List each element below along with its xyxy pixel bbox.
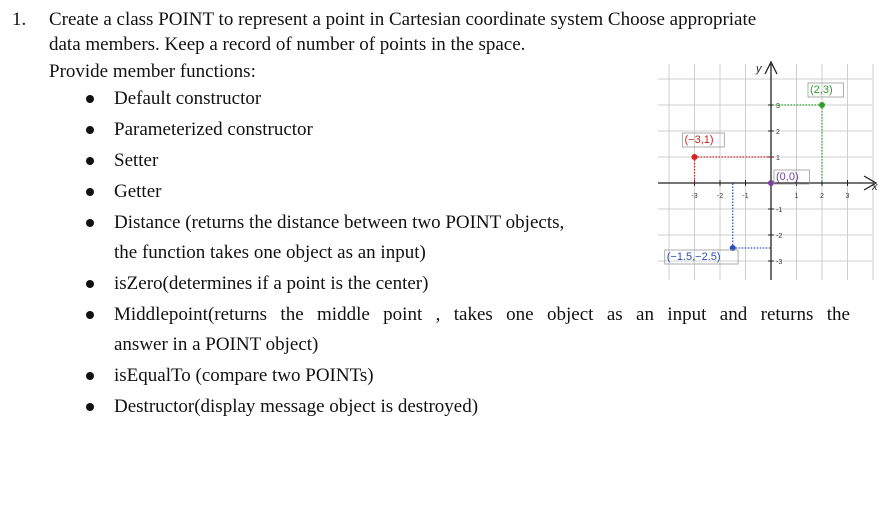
question-text-line-3: Provide member functions: [49, 61, 256, 82]
coordinate-plane-diagram [650, 58, 880, 283]
axes [658, 62, 878, 280]
bullet-icon [86, 95, 94, 103]
x-tick-label: -3 [691, 193, 698, 200]
y-tick-label: 2 [776, 129, 780, 136]
question-text-line-1: Create a class POINT to represent a point in Cartesian coordinate system Choose appropriate [49, 9, 757, 30]
bullet-icon [86, 219, 94, 227]
point-label: (−3,1) [684, 134, 714, 146]
bullet-icon [86, 280, 94, 288]
x-tick-label: -1 [742, 193, 749, 200]
y-tick-label: -3 [776, 259, 783, 266]
y-tick-label: -1 [776, 207, 783, 214]
point-label: (−1.5,−2.5) [666, 251, 721, 263]
point-label: (2,3) [810, 84, 833, 96]
point-label: (0,0) [776, 171, 799, 183]
x-axis-label: x [872, 181, 878, 193]
point-marker [768, 180, 774, 186]
list-item: Distance (returns the distance between two POINT objects, [114, 212, 565, 233]
list-item: Destructor(display message object is destroyed) [114, 396, 479, 417]
point-marker [819, 102, 825, 108]
x-tick-label: 3 [845, 193, 850, 200]
list-item-continuation: answer in a POINT object) [114, 334, 319, 355]
bullet-icon [86, 188, 94, 196]
bullet-icon [86, 126, 94, 134]
bullet-icon [86, 311, 94, 319]
list-item: Parameterized constructor [114, 119, 313, 140]
x-tick-label: 2 [820, 193, 824, 200]
question-number: 1. [12, 9, 27, 30]
list-item: Default constructor [114, 88, 262, 109]
y-tick-label: 1 [776, 155, 780, 162]
x-tick-label: -2 [716, 193, 724, 200]
list-item-continuation: the function takes one object as an input) [114, 242, 426, 263]
list-item: Setter [114, 150, 159, 171]
y-tick-label: 3 [776, 103, 780, 110]
bullet-icon [86, 372, 94, 380]
list-item: isZero(determines if a point is the center) [114, 273, 429, 294]
x-tick-label: 1 [794, 193, 799, 200]
y-axis-label: y [756, 63, 762, 75]
list-item: Middlepoint(returns the middle point , takes one object as an input and returns the [114, 304, 850, 325]
point-marker [692, 154, 698, 160]
y-tick-label: -2 [776, 233, 783, 240]
bullet-icon [86, 157, 94, 165]
list-item: Getter [114, 181, 162, 202]
question-text-line-2: data members. Keep a record of number of points in the space. [49, 34, 526, 55]
bullet-icon [86, 403, 94, 411]
list-item: isEqualTo (compare two POINTs) [114, 365, 374, 386]
